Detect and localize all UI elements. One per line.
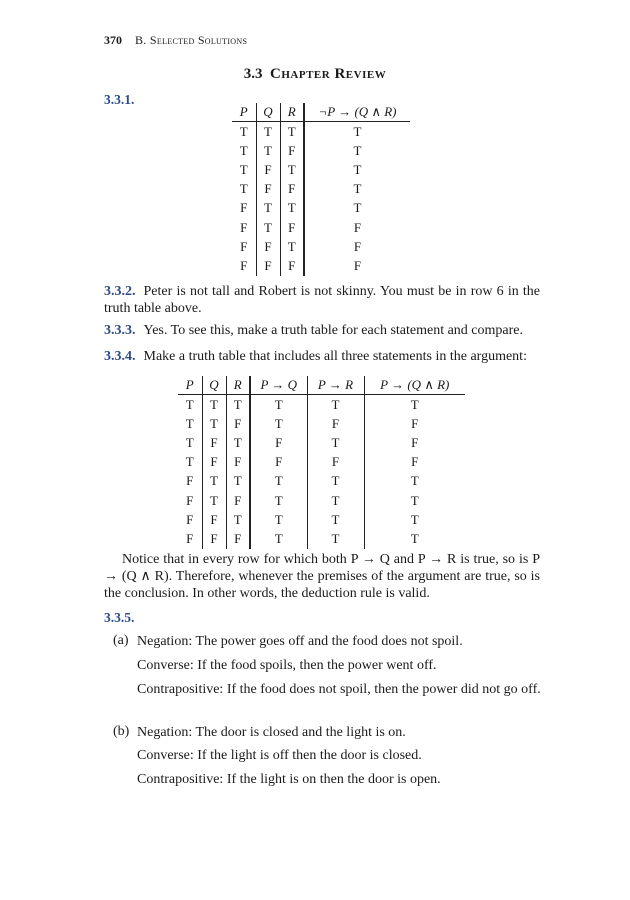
- table-cell: F: [232, 237, 256, 256]
- section-number: 3.3: [243, 66, 263, 82]
- table-cell: F: [202, 433, 226, 452]
- table-row: [232, 218, 410, 237]
- table-row: [232, 122, 410, 142]
- table-cell: T: [256, 218, 280, 237]
- item-a-contrapositive: Contrapositive: If the food does not spoil, then the power did not go off.: [137, 682, 541, 697]
- table-cell: T: [280, 160, 304, 179]
- table-header-row: [178, 376, 465, 395]
- table-cell: F: [280, 218, 304, 237]
- column-header: Q: [202, 376, 226, 395]
- table-cell: F: [411, 434, 419, 450]
- table-cell: F: [226, 491, 250, 510]
- table-cell: F: [353, 257, 362, 273]
- table-cell: T: [178, 453, 202, 472]
- table-cell: F: [256, 256, 280, 275]
- table-cell: F: [307, 453, 364, 472]
- running-head: [104, 33, 247, 48]
- table-cell: F: [353, 238, 362, 254]
- table-cell: F: [307, 414, 364, 433]
- table-cell: T: [250, 395, 307, 415]
- table-cell: T: [178, 414, 202, 433]
- table-cell: F: [280, 141, 304, 160]
- table-cell: T: [307, 510, 364, 529]
- table-row: [232, 199, 410, 218]
- table-cell: T: [250, 510, 307, 529]
- table-cell: T: [232, 122, 256, 142]
- table-row: [178, 510, 465, 529]
- table-cell: T: [353, 123, 362, 139]
- table-cell: F: [353, 219, 362, 235]
- table-cell: F: [202, 453, 226, 472]
- table-cell: T: [410, 511, 419, 527]
- table-cell: F: [411, 454, 419, 470]
- table-cell: T: [410, 396, 419, 412]
- exercise-label: 3.3.4.: [104, 349, 136, 364]
- table-cell: T: [250, 491, 307, 510]
- table-cell: T: [280, 199, 304, 218]
- table-cell: T: [178, 433, 202, 452]
- table-cell: T: [307, 472, 364, 491]
- item-letter-b: (b): [113, 724, 130, 739]
- table-cell: T: [202, 395, 226, 415]
- column-header: P: [232, 103, 256, 122]
- column-header: R: [226, 376, 250, 395]
- exercise-3-3-2: [104, 283, 540, 317]
- column-header: P: [178, 376, 202, 395]
- table-cell: F: [280, 180, 304, 199]
- exercise-text: Peter is not tall and Robert is not skinny. You must be in row 6 in the truth table above.: [104, 284, 540, 316]
- table-cell: T: [226, 510, 250, 529]
- table-cell: F: [202, 510, 226, 529]
- table-cell: T: [202, 472, 226, 491]
- table-cell: T: [307, 433, 364, 452]
- table-row: [232, 160, 410, 179]
- table-cell: F: [202, 529, 226, 548]
- item-b-contrapositive: Contrapositive: If the light is on then the door is open.: [137, 772, 441, 787]
- table-cell: T: [250, 414, 307, 433]
- table-row: [178, 395, 465, 415]
- table-cell: T: [256, 199, 280, 218]
- table-cell: F: [226, 529, 250, 548]
- exercise-3-3-5-label: 3.3.5.: [104, 610, 135, 625]
- table-cell: T: [280, 237, 304, 256]
- table-cell: T: [256, 141, 280, 160]
- table-cell: F: [411, 415, 419, 431]
- table-cell: F: [256, 160, 280, 179]
- table-cell: F: [250, 453, 307, 472]
- exercise-3-3-4-note: Notice that in every row for which both P → Q and P → R is true, so is P → (Q ∧ R). Therefore, whenever the premises of the argument are true, so is the conclusion. In other words, the deduction rule is valid.: [104, 552, 540, 601]
- item-a-negation: Negation: The power goes off and the food does not spoil.: [137, 634, 463, 649]
- exercise-label: 3.3.2.: [104, 284, 136, 299]
- table-cell: F: [178, 491, 202, 510]
- table-cell: F: [232, 199, 256, 218]
- exercise-label: 3.3.3.: [104, 323, 136, 338]
- item-b-negation: Negation: The door is closed and the light is on.: [137, 725, 406, 740]
- column-header: R: [280, 103, 304, 122]
- table-cell: T: [232, 141, 256, 160]
- table-cell: T: [307, 491, 364, 510]
- column-header: ¬P → (Q ∧ R): [304, 103, 410, 122]
- column-header: P → Q: [250, 376, 307, 395]
- table-row: [232, 180, 410, 199]
- exercise-3-3-4: [104, 348, 540, 365]
- table-cell: T: [226, 395, 250, 415]
- running-title: B. Selected Solutions: [135, 33, 248, 47]
- table-cell: T: [280, 122, 304, 142]
- table-cell: F: [256, 180, 280, 199]
- table-cell: T: [307, 395, 364, 415]
- table-cell: T: [232, 160, 256, 179]
- table-cell: T: [226, 472, 250, 491]
- table-cell: T: [307, 529, 364, 548]
- item-b-converse: Converse: If the light is off then the door is closed.: [137, 748, 422, 763]
- column-header: P → R: [307, 376, 364, 395]
- item-a-converse: Converse: If the food spoils, then the power went off.: [137, 658, 437, 673]
- table-cell: T: [410, 473, 419, 489]
- table-row: [178, 453, 465, 472]
- exercise-3-3-1-label: 3.3.1.: [104, 92, 135, 107]
- table-cell: T: [256, 122, 280, 142]
- exercise-text: Yes. To see this, make a truth table for each statement and compare.: [143, 323, 523, 338]
- table-cell: F: [178, 472, 202, 491]
- exercise-text: Make a truth table that includes all three statements in the argument:: [143, 349, 527, 364]
- section-title-text: Chapter Review: [270, 66, 387, 82]
- table-cell: T: [178, 395, 202, 415]
- table-cell: F: [250, 433, 307, 452]
- table-row: [178, 433, 465, 452]
- page-number: 370: [104, 33, 122, 47]
- column-header: Q: [256, 103, 280, 122]
- truth-table-2: [178, 376, 465, 549]
- table-cell: T: [202, 491, 226, 510]
- section-title: [0, 66, 630, 83]
- table-row: [232, 256, 410, 275]
- table-cell: F: [226, 453, 250, 472]
- item-letter-a: (a): [113, 633, 129, 648]
- table-row: [178, 529, 465, 548]
- table-row: [178, 472, 465, 491]
- table-cell: T: [353, 200, 362, 216]
- table-cell: F: [178, 529, 202, 548]
- table-cell: F: [226, 414, 250, 433]
- table-cell: T: [250, 472, 307, 491]
- table-cell: T: [353, 142, 362, 158]
- table-cell: F: [232, 256, 256, 275]
- table-cell: T: [353, 181, 362, 197]
- exercise-3-3-3: [104, 322, 540, 339]
- column-header: P → (Q ∧ R): [364, 376, 465, 395]
- table-header-row: [232, 103, 410, 122]
- table-cell: T: [250, 529, 307, 548]
- table-row: [178, 491, 465, 510]
- table-cell: T: [353, 161, 362, 177]
- truth-table-1: [232, 103, 410, 276]
- table-cell: T: [410, 492, 419, 508]
- table-cell: F: [178, 510, 202, 529]
- table-row: [232, 237, 410, 256]
- table-cell: T: [226, 433, 250, 452]
- table-cell: F: [280, 256, 304, 275]
- table-cell: F: [256, 237, 280, 256]
- table-cell: F: [232, 218, 256, 237]
- table-cell: T: [232, 180, 256, 199]
- table-cell: T: [410, 530, 419, 546]
- table-row: [178, 414, 465, 433]
- table-row: [232, 141, 410, 160]
- table-cell: T: [202, 414, 226, 433]
